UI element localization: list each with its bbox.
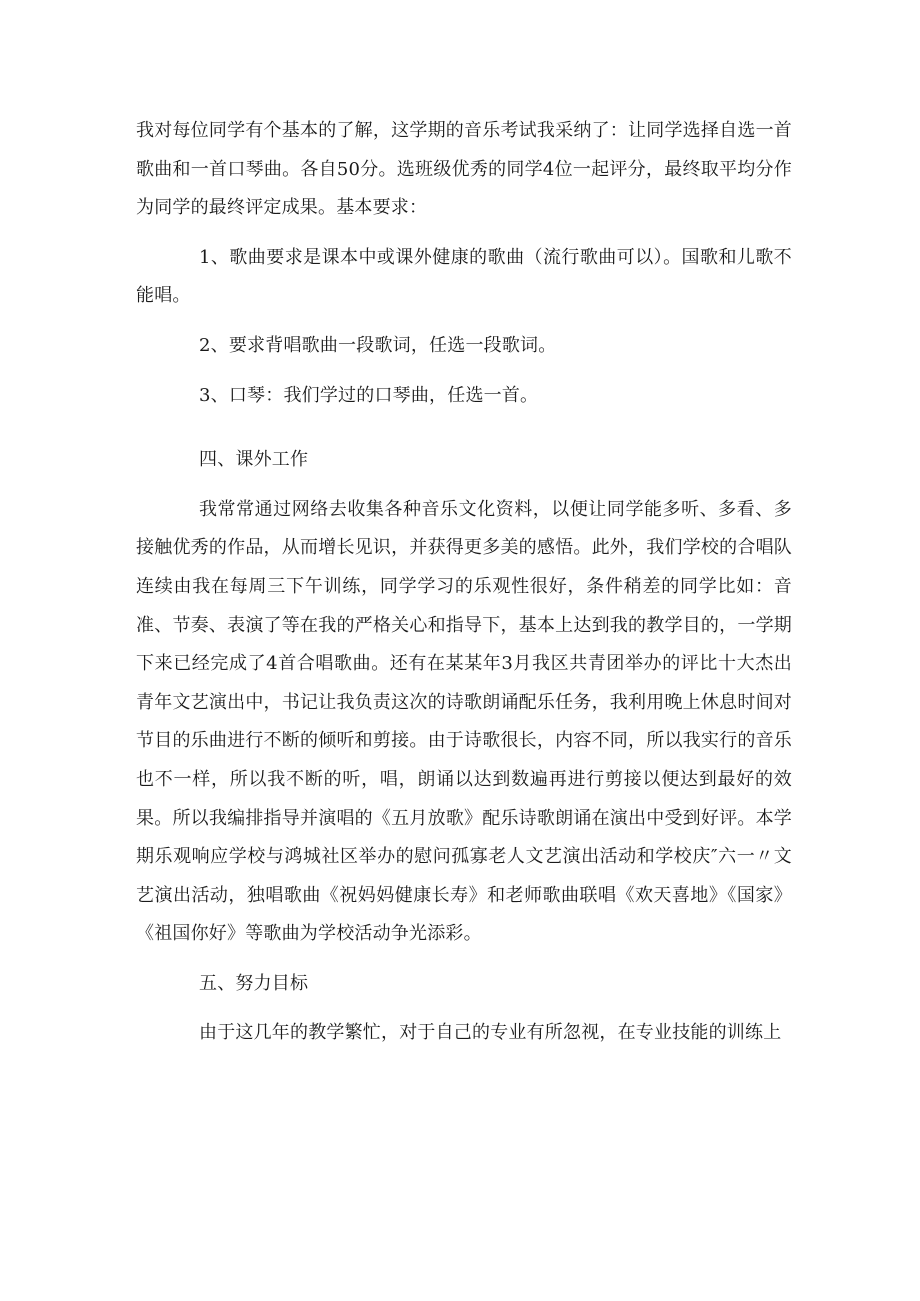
paragraph-exam-intro: 我对每位同学有个基本的了解，这学期的音乐考试我采纳了：让同学选择自选一首歌曲和一首口琴曲。各自50分。选班级优秀的同学4位一起评分，最终取平均分作为同学的最终评定成果。基本要求： xyxy=(136,120,792,219)
section-heading-goals: 五、努力目标 xyxy=(199,972,309,994)
paragraph-requirement-1: 1、歌曲要求是课本中或课外健康的歌曲（流行歌曲可以）。国歌和儿歌不能唱。 xyxy=(136,246,792,307)
document-page xyxy=(136,112,792,1053)
paragraph-requirement-3: 3、口琴：我们学过的口琴曲，任选一首。 xyxy=(199,384,539,406)
paragraph-extracurricular-work: 我常常通过网络去收集各种音乐文化资料，以便让同学能多听、多看、多接触优秀的作品，从而增长见识，并获得更多美的感悟。此外，我们学校的合唱队连续由我在每周三下午训练，同学学习的乐观性很好，条件稍差的同学比如：音准、节奏、表演了等在我的严格关心和指导下，基本上达到我的教学目的，一学期下来已经完成了4首合唱歌曲。还有在某某年3月我区共青团举办的评比十大杰出青年文艺演出中，书记让我负责这次的诗歌朗诵配乐任务，我利用晚上休息时间对节目的乐曲进行不断的倾听和剪接。由于诗歌很长，内容不同，所以我实行的音乐也不一样，所以我不断的听，唱，朗诵以达到数遍再进行剪接以便达到最好的效果。所以我编排指导并演唱的《五月放歌》配乐诗歌朗诵在演出中受到好评。本学期乐观响应学校与鸿城社区举办的慰问孤寡老人文艺演出活动和学校庆″六一〃文艺演出活动，独唱歌曲《祝妈妈健康长寿》和老师歌曲联唱《欢天喜地》《国家》《祖国你好》等歌曲为学校活动争光添彩。 xyxy=(136,498,792,945)
section-heading-extracurricular: 四、课外工作 xyxy=(199,449,309,471)
paragraph-goals: 由于这几年的教学繁忙，对于自己的专业有所忽视，在专业技能的训练上 xyxy=(199,1022,782,1044)
paragraph-requirement-2: 2、要求背唱歌曲一段歌词，任选一段歌词。 xyxy=(199,334,557,356)
